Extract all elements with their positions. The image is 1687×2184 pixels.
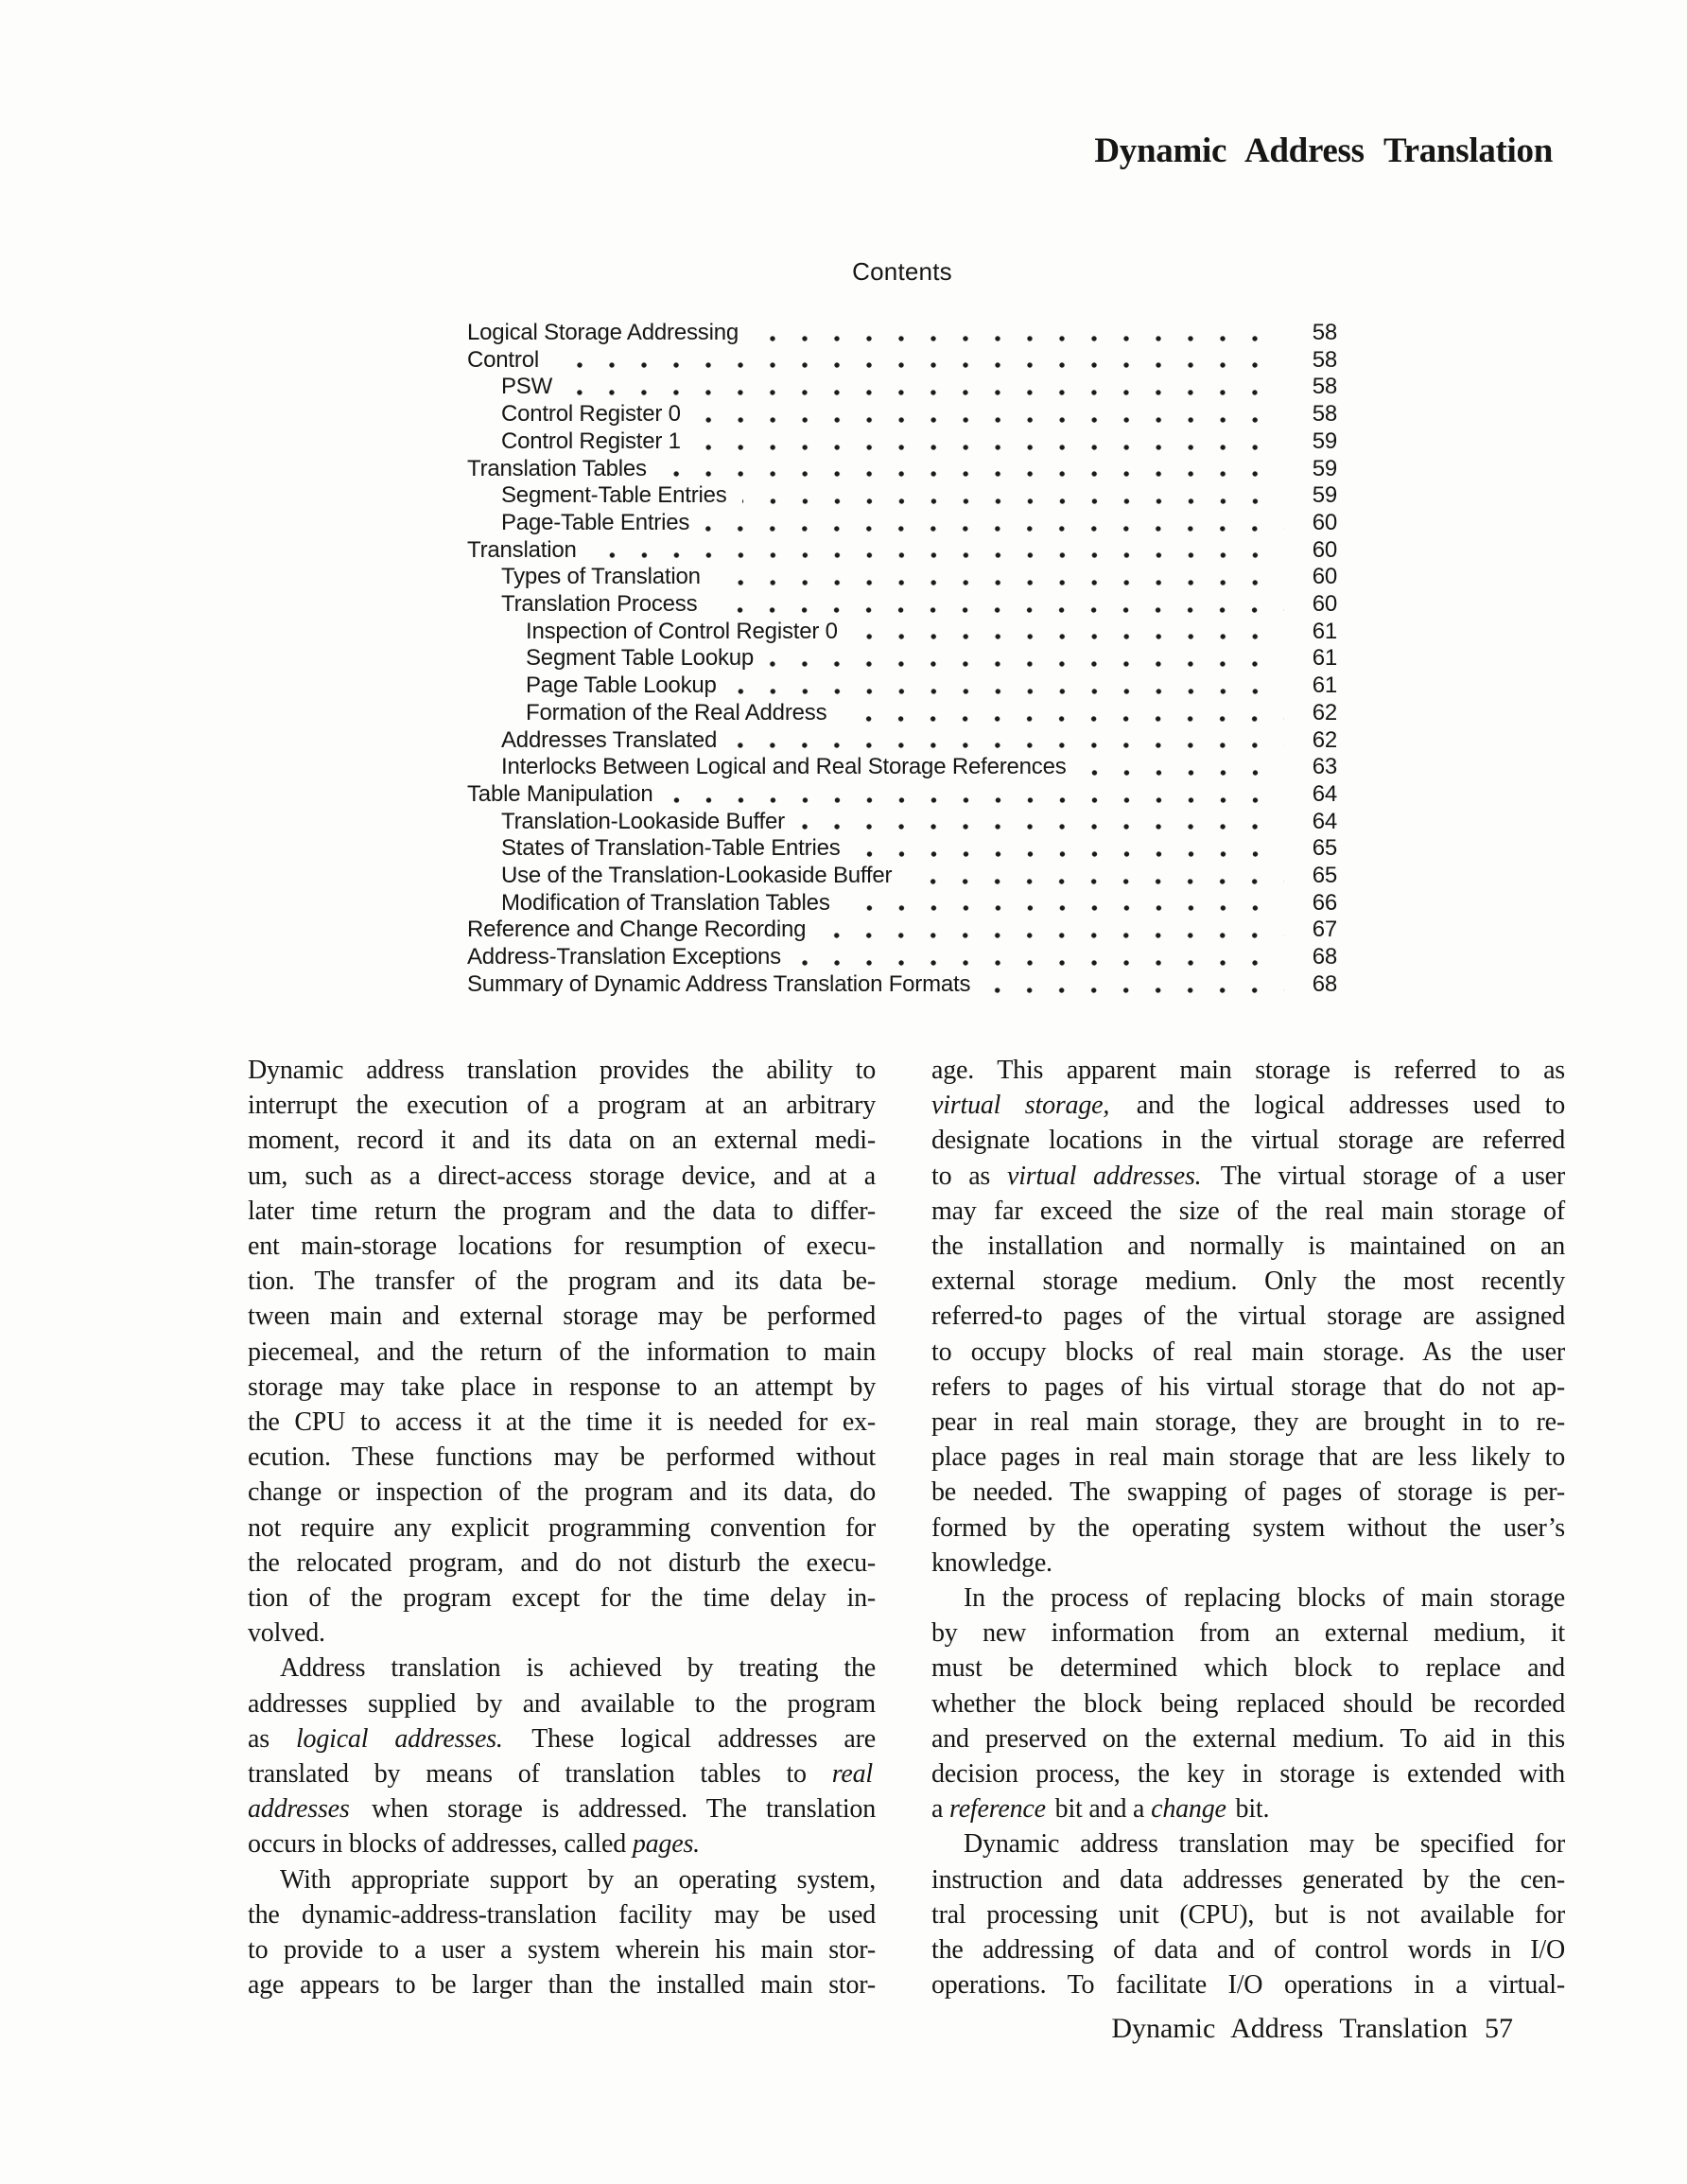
body-line: [931, 1721, 1565, 1756]
toc-dot-leader: [669, 797, 1284, 803]
text-run: and preserved on the external medium. To aid in this: [931, 1723, 1565, 1754]
text-run: Dynamic address translation may be specified for: [964, 1829, 1565, 1860]
text-run: tween main and external storage may be performed: [248, 1302, 876, 1332]
body-line: [248, 1159, 876, 1194]
toc-entry-page: 65: [1312, 835, 1337, 862]
right-column: [931, 1053, 1565, 2002]
toc-entry-page: 60: [1312, 536, 1337, 563]
text-run: the dynamic-address-translation facility may be used: [248, 1899, 876, 1930]
text-run: um, such as a direct-access storage device, and at a: [248, 1161, 876, 1191]
toc-entry: [467, 673, 1337, 700]
body-line: [248, 1123, 876, 1158]
toc-entry-label: Control Register 0: [501, 401, 681, 428]
toc-entry-label: Table Manipulation: [467, 780, 653, 807]
toc-entry: [467, 645, 1337, 673]
text-run: In the process of replacing blocks of main storage: [964, 1583, 1565, 1614]
toc-entry: [467, 510, 1337, 537]
text-run: moment, record it and its data on an external medi-: [248, 1126, 876, 1156]
toc-entry: [467, 374, 1337, 401]
body-line: [931, 1581, 1565, 1616]
text-run: With appropriate support by an operating system,: [280, 1864, 876, 1895]
toc-entry-label: Logical Storage Addressing: [467, 320, 739, 345]
body-line: [931, 1791, 1565, 1826]
body-line: [248, 1686, 876, 1721]
italic-text: virtual storage,: [931, 1091, 1110, 1121]
toc-entry-page: 62: [1312, 699, 1337, 725]
toc-entry: [467, 456, 1337, 483]
body-line: [248, 1791, 876, 1826]
body-line: [931, 1088, 1565, 1123]
text-run: external storage medium. Only the most recently: [931, 1267, 1565, 1297]
toc-entry-label: Segment-Table Entries: [501, 482, 727, 509]
toc-dot-leader: [1082, 770, 1284, 776]
body-line: [248, 1897, 876, 1932]
body-line: [931, 1053, 1565, 1088]
text-run: change or inspection of the program and its data, do: [248, 1477, 876, 1508]
toc-dot-leader: [567, 390, 1284, 395]
toc-dot-leader: [662, 471, 1284, 477]
toc-entry-label: Use of the Translation-Lookaside Buffer: [501, 863, 893, 889]
body-line: [248, 1053, 876, 1088]
body-line: [931, 1335, 1565, 1370]
toc-entry-page: 58: [1312, 401, 1337, 428]
toc-entry-label: Interlocks Between Logical and Real Storage References: [501, 754, 1067, 780]
body-line: [248, 1370, 876, 1405]
toc-dot-leader: [732, 743, 1284, 748]
toc-entry-page: 60: [1312, 509, 1337, 535]
body-line: [931, 1826, 1565, 1861]
body-line: [931, 1405, 1565, 1440]
toc-entry-page: 58: [1312, 346, 1337, 373]
text-run: ecution. These functions may be performed without: [248, 1442, 876, 1473]
toc-entry-label: Page-Table Entries: [501, 509, 690, 535]
paragraph: [931, 1053, 1565, 1581]
toc-entry: [467, 591, 1337, 619]
body-line: [248, 1932, 876, 1967]
toc-entry-label: Formation of the Real Address: [526, 699, 827, 725]
toc-entry-page: 60: [1312, 564, 1337, 590]
toc-entry-label: Translation: [467, 536, 577, 563]
contents-heading: Contents: [852, 257, 952, 286]
toc-entry-page: 58: [1312, 320, 1337, 345]
text-run: tral processing unit (CPU), but is not available for: [931, 1899, 1565, 1930]
toc-dot-leader: [704, 526, 1284, 532]
toc-entry: [467, 700, 1337, 727]
paragraph: [931, 1826, 1565, 2002]
toc-entry: [467, 754, 1337, 781]
toc-entry-label: Page Table Lookup: [526, 673, 717, 699]
toc-entry-label: Addresses Translated: [501, 726, 718, 753]
body-line: [931, 1299, 1565, 1334]
text-run: when storage is addressed. The translation: [352, 1794, 876, 1825]
toc-entry-label: Modification of Translation Tables: [501, 889, 830, 916]
body-line: [931, 1440, 1565, 1475]
italic-text: logical addresses.: [295, 1723, 503, 1754]
body-line: [248, 1511, 876, 1546]
toc-entry-label: Summary of Dynamic Address Translation Formats: [467, 970, 971, 997]
toc-entry-page: 61: [1312, 618, 1337, 644]
paragraph: [248, 1651, 876, 1861]
footer-title: Dynamic Address Translation: [1111, 2013, 1468, 2044]
toc-dot-leader: [842, 716, 1284, 722]
toc-entry: [467, 863, 1337, 890]
paragraph: [248, 1862, 876, 2003]
toc-dot-leader: [592, 552, 1284, 558]
text-run: age. This apparent main storage is referred to as: [931, 1056, 1565, 1085]
body-line: [931, 1194, 1565, 1229]
body-line: [931, 1511, 1565, 1546]
toc-dot-leader: [716, 580, 1284, 585]
text-run: by new information from an external medium, it: [931, 1618, 1565, 1649]
toc-dot-leader: [732, 689, 1284, 694]
body-line: [931, 1616, 1565, 1651]
footer-page-number: 57: [1485, 2013, 1513, 2044]
body-line: [931, 1159, 1565, 1194]
body-line: [248, 1194, 876, 1229]
toc-entry-label: States of Translation-Table Entries: [501, 835, 841, 862]
toc-entry-label: Control Register 1: [501, 428, 681, 454]
text-run: pear in real main storage, they are brought in to re-: [931, 1407, 1565, 1438]
toc-entry: [467, 809, 1337, 836]
text-run: knowledge.: [931, 1547, 1052, 1578]
toc-entry-page: 59: [1312, 455, 1337, 481]
italic-text: reference: [949, 1794, 1046, 1825]
toc-dot-leader: [712, 607, 1284, 613]
body-line: [931, 1686, 1565, 1721]
toc-entry-page: 64: [1312, 780, 1337, 807]
italic-text: virtual addresses.: [1006, 1161, 1202, 1191]
left-column: [248, 1053, 876, 2002]
toc-dot-leader: [907, 879, 1284, 884]
toc-entry-label: Translation-Lookaside Buffer: [501, 808, 785, 834]
toc-entry: [467, 401, 1337, 428]
body-line: [248, 1475, 876, 1510]
toc-entry-page: 60: [1312, 591, 1337, 618]
body-line: [248, 1088, 876, 1123]
text-run: must be determined which block to replace and: [931, 1653, 1565, 1684]
body-line: [248, 1756, 876, 1791]
toc-entry: [467, 727, 1337, 755]
italic-text: change: [1151, 1794, 1226, 1825]
text-run: These logical addresses are: [505, 1723, 876, 1754]
toc-entry-page: 59: [1312, 482, 1337, 509]
text-run: occurs in blocks of addresses, called: [248, 1829, 633, 1860]
toc-dot-leader: [845, 905, 1284, 911]
toc-entry: [467, 835, 1337, 863]
page-footer: [1111, 2013, 1513, 2045]
text-run: a: [931, 1794, 950, 1825]
body-line: [931, 1862, 1565, 1897]
body-line: [931, 1229, 1565, 1264]
text-run: piecemeal, and the return of the information to main: [248, 1337, 876, 1367]
text-run: tion. The transfer of the program and its data be-: [248, 1267, 876, 1297]
body-line: [931, 1756, 1565, 1791]
toc-dot-leader: [800, 824, 1284, 830]
paragraph: [931, 1581, 1565, 1826]
text-run: interrupt the execution of a program at an arbitrary: [248, 1091, 876, 1121]
body-line: [931, 1967, 1565, 2002]
text-run: to provide to a user a system wherein his main stor-: [248, 1935, 876, 1966]
toc-entry: [467, 944, 1337, 971]
text-run: and the logical addresses used to: [1112, 1091, 1565, 1121]
toc-entry-page: 68: [1312, 970, 1337, 997]
toc-entry-page: 58: [1312, 374, 1337, 400]
body-line: [931, 1370, 1565, 1405]
text-run: be needed. The swapping of pages of storage is per-: [931, 1477, 1565, 1508]
text-run: bit.: [1228, 1794, 1270, 1825]
toc-entry-label: Inspection of Control Register 0: [526, 618, 838, 644]
body-line: [931, 1546, 1565, 1581]
toc-entry-label: Address-Translation Exceptions: [467, 944, 781, 970]
toc-dot-leader: [821, 933, 1284, 938]
toc-entry: [467, 781, 1337, 809]
toc-entry-page: 63: [1312, 754, 1337, 780]
text-run: place pages in real main storage that are less likely to: [931, 1442, 1565, 1473]
text-run: volved.: [248, 1618, 325, 1649]
toc-entry-label: Control: [467, 346, 539, 373]
toc-entry-label: Translation Process: [501, 591, 698, 618]
text-run: translated by means of translation tables to: [248, 1759, 832, 1790]
text-run: as: [248, 1723, 296, 1754]
toc-entry-label: Reference and Change Recording: [467, 917, 807, 943]
toc-entry-page: 65: [1312, 863, 1337, 889]
text-run: tion of the program except for the time delay in-: [248, 1583, 876, 1614]
text-run: the installation and normally is maintained on an: [931, 1232, 1565, 1262]
body-line: [248, 1405, 876, 1440]
toc-dot-leader: [769, 661, 1284, 667]
page-title: Dynamic Address Translation: [1094, 131, 1553, 170]
body-line: [248, 1335, 876, 1370]
text-run: refers to pages of his virtual storage that do not ap-: [931, 1372, 1565, 1402]
toc-entry-page: 64: [1312, 808, 1337, 834]
text-run: whether the block being replaced should be recorded: [931, 1688, 1565, 1719]
body-line: [248, 1581, 876, 1616]
text-run: to as: [931, 1161, 1007, 1191]
italic-text: pages.: [632, 1829, 700, 1860]
text-run: the relocated program, and do not disturb the execu-: [248, 1547, 876, 1578]
text-run: not require any explicit programming convention for: [248, 1512, 876, 1543]
toc-dot-leader: [742, 498, 1284, 504]
table-of-contents: [467, 257, 1337, 999]
toc-entry: [467, 537, 1337, 565]
toc-entry: [467, 428, 1337, 456]
text-run: to occupy blocks of real main storage. As the user: [931, 1337, 1565, 1367]
toc-dot-leader: [696, 445, 1284, 450]
text-run: may far exceed the size of the real main storage of: [931, 1196, 1565, 1226]
toc-entry-label: Translation Tables: [467, 455, 647, 481]
toc-dot-leader: [856, 851, 1284, 857]
italic-text: addresses: [248, 1794, 350, 1825]
toc-dot-leader: [554, 362, 1284, 368]
toc-entry-label: Segment Table Lookup: [526, 645, 755, 672]
toc-entry-page: 61: [1312, 673, 1337, 699]
text-run: Address translation is achieved by treating the: [280, 1653, 876, 1684]
toc-entry: [467, 564, 1337, 591]
body-line: [248, 1546, 876, 1581]
body-line: [248, 1721, 876, 1756]
text-run: later time return the program and the data to differ-: [248, 1196, 876, 1226]
text-run: the CPU to access it at the time it is needed for ex-: [248, 1407, 876, 1438]
text-run: ent main-storage locations for resumption of execu-: [248, 1232, 876, 1262]
toc-dot-leader: [754, 336, 1284, 341]
toc-dot-leader: [853, 634, 1284, 639]
toc-dot-leader: [796, 960, 1284, 966]
text-run: formed by the operating system without the user’s: [931, 1512, 1565, 1543]
toc-entry: [467, 917, 1337, 944]
toc-entry-page: 66: [1312, 889, 1337, 916]
body-line: [931, 1264, 1565, 1299]
body-line: [248, 1229, 876, 1264]
body-line: [931, 1475, 1565, 1510]
body-line: [931, 1651, 1565, 1686]
text-run: operations. To facilitate I/O operations in a virtual-: [931, 1970, 1565, 2001]
toc-entry-page: 59: [1312, 428, 1337, 454]
text-run: decision process, the key in storage is extended with: [931, 1759, 1565, 1790]
toc-entry: [467, 971, 1337, 999]
toc-dot-leader: [985, 987, 1284, 993]
toc-entry-page: 68: [1312, 944, 1337, 970]
toc-entry: [467, 482, 1337, 510]
italic-text: real: [831, 1759, 873, 1790]
text-run: referred-to pages of the virtual storage are assigned: [931, 1302, 1565, 1332]
toc-entry: [467, 619, 1337, 646]
body-line: [248, 1651, 876, 1686]
text-run: instruction and data addresses generated by the cen-: [931, 1864, 1565, 1895]
body-line: [931, 1932, 1565, 1967]
text-run: The virtual storage of a user: [1204, 1161, 1566, 1191]
toc-dot-leader: [696, 417, 1284, 423]
text-run: addresses supplied by and available to the program: [248, 1688, 876, 1719]
body-line: [248, 1264, 876, 1299]
toc-entry-page: 62: [1312, 726, 1337, 753]
body-line: [248, 1862, 876, 1897]
toc-entry: [467, 890, 1337, 917]
text-run: the addressing of data and of control words in I/O: [931, 1935, 1565, 1966]
body-line: [248, 1299, 876, 1334]
text-run: Dynamic address translation provides the ability to: [248, 1056, 876, 1085]
toc-entry-page: 67: [1312, 917, 1337, 943]
paragraph: [248, 1053, 876, 1651]
body-line: [248, 1826, 876, 1861]
body-columns: [248, 1053, 1565, 2002]
text-run: storage may take place in response to an attempt by: [248, 1372, 876, 1402]
body-line: [931, 1897, 1565, 1932]
contents-list: [467, 320, 1337, 999]
toc-entry-label: PSW: [501, 374, 553, 400]
body-line: [931, 1123, 1565, 1158]
toc-entry: [467, 320, 1337, 347]
text-run: designate locations in the virtual storage are referred: [931, 1126, 1565, 1156]
body-line: [248, 1440, 876, 1475]
text-run: bit and a: [1048, 1794, 1152, 1825]
body-line: [248, 1616, 876, 1651]
toc-entry: [467, 347, 1337, 375]
body-line: [248, 1967, 876, 2002]
toc-entry-label: Types of Translation: [501, 564, 701, 590]
text-run: age appears to be larger than the installed main stor-: [248, 1970, 876, 2001]
toc-entry-page: 61: [1312, 645, 1337, 672]
